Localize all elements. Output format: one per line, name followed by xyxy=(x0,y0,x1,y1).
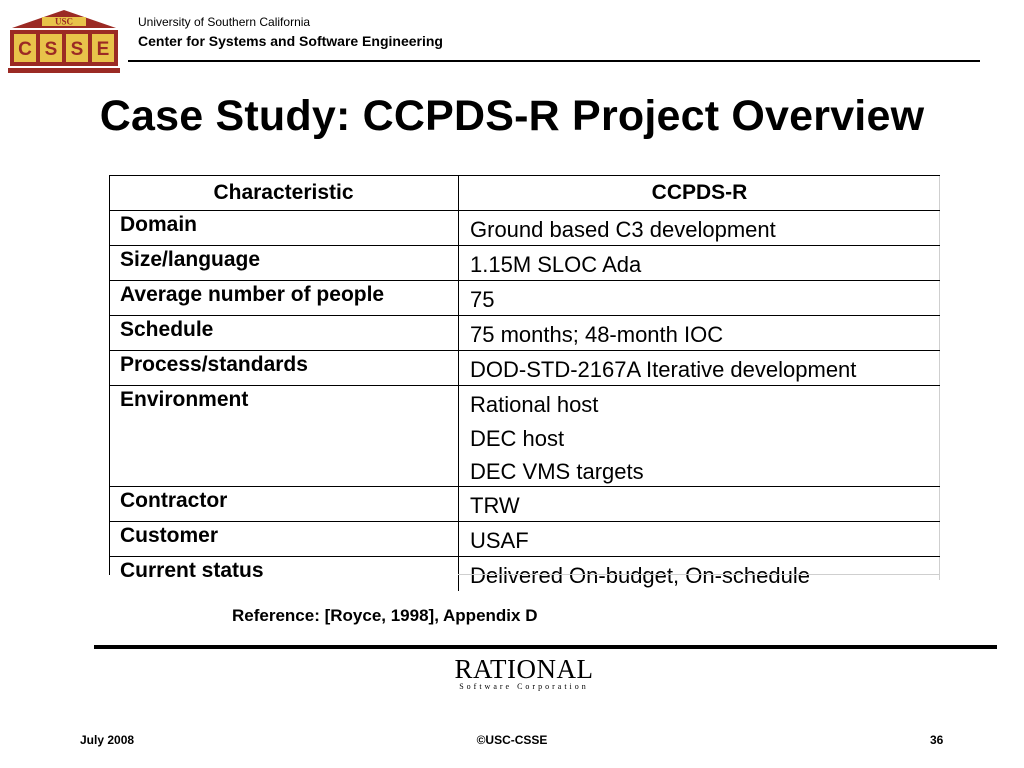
row-value-text: Ground based C3 development xyxy=(470,217,776,242)
table-bottom-border xyxy=(458,574,939,575)
row-value xyxy=(459,386,941,421)
row-label-text: Size/language xyxy=(120,248,261,271)
row-value xyxy=(459,522,941,557)
column-header-characteristic: Characteristic xyxy=(109,176,459,211)
row-value-text: TRW xyxy=(470,493,520,518)
row-label xyxy=(109,557,459,592)
footer-date: July 2008 xyxy=(80,733,135,747)
table-row xyxy=(109,281,940,316)
row-value xyxy=(459,351,941,386)
table-row xyxy=(109,420,940,453)
table-row xyxy=(109,386,940,421)
row-label-text: Process/standards xyxy=(120,353,308,376)
usc-csse-logo xyxy=(8,10,120,74)
logo-letter: C xyxy=(18,39,32,60)
row-value-text: Delivered On-budget, On-schedule xyxy=(470,563,810,588)
row-value xyxy=(459,453,941,487)
row-label-text: Average number of people xyxy=(120,283,385,306)
column-header-ccpds-r: CCPDS-R xyxy=(459,176,941,211)
table-header-row xyxy=(109,176,940,211)
row-label xyxy=(109,453,459,487)
rational-logo-tagline: Software Corporation xyxy=(459,682,589,691)
row-label xyxy=(109,487,459,522)
row-value xyxy=(459,246,941,281)
logo-letter: S xyxy=(44,39,58,60)
logo-banner-text: USC xyxy=(54,16,74,27)
table-row xyxy=(109,453,940,487)
row-value-text: DEC VMS targets xyxy=(470,459,644,484)
table-row xyxy=(109,316,940,351)
table-row xyxy=(109,522,940,557)
row-value xyxy=(459,316,941,351)
row-label-text: Customer xyxy=(120,524,219,547)
table-row xyxy=(109,487,940,522)
row-label xyxy=(109,386,459,421)
logo-letter: E xyxy=(96,39,110,60)
row-label-text: Schedule xyxy=(120,318,214,341)
header-divider xyxy=(128,60,980,62)
row-label xyxy=(109,420,459,453)
row-label-text: Contractor xyxy=(120,489,228,512)
org-university: University of Southern California xyxy=(138,15,311,29)
rational-logo-name: RATIONAL xyxy=(454,654,594,684)
table-row xyxy=(109,211,940,246)
row-value-text: DEC host xyxy=(470,426,565,451)
row-value xyxy=(459,211,941,246)
row-value-text: USAF xyxy=(470,528,529,553)
table-row xyxy=(109,351,940,386)
reference-note: Reference: [Royce, 1998], Appendix D xyxy=(232,606,538,625)
row-label-text: Environment xyxy=(120,388,249,411)
row-value xyxy=(459,487,941,522)
row-label xyxy=(109,316,459,351)
row-label-text: Domain xyxy=(120,213,198,236)
row-label xyxy=(109,211,459,246)
row-label xyxy=(109,246,459,281)
footer-copyright: ©USC-CSSE xyxy=(476,733,548,747)
row-value-text: Rational host xyxy=(470,392,599,417)
table-row xyxy=(109,246,940,281)
row-value xyxy=(459,281,941,316)
row-label xyxy=(109,281,459,316)
org-center: Center for Systems and Software Engineering xyxy=(138,33,443,49)
row-value xyxy=(459,420,941,453)
row-label xyxy=(109,351,459,386)
row-value-text: 75 xyxy=(470,287,495,312)
logo-letter: S xyxy=(70,39,84,60)
row-label xyxy=(109,522,459,557)
row-value-text: 75 months; 48-month IOC xyxy=(470,322,724,347)
row-value-text: DOD-STD-2167A Iterative development xyxy=(470,357,857,382)
logo-graphic xyxy=(8,10,120,74)
footer-page-number: 36 xyxy=(930,733,944,747)
slide-title: Case Study: CCPDS-R Project Overview xyxy=(99,92,925,140)
row-value-text: 1.15M SLOC Ada xyxy=(470,252,642,277)
row-label-text: Current status xyxy=(120,559,264,582)
footer-divider xyxy=(94,645,997,649)
overview-table xyxy=(109,175,940,591)
